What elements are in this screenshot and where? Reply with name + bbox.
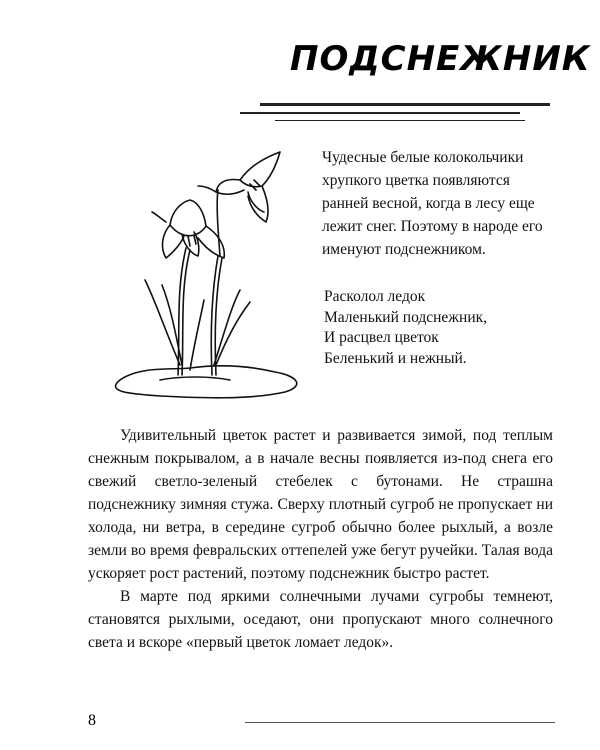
poem-line: Маленький подснежник, bbox=[324, 308, 488, 326]
title-rule-bottom bbox=[275, 120, 525, 121]
poem-line: Расколол ледок bbox=[324, 288, 426, 305]
page-number: 8 bbox=[88, 712, 96, 729]
body-paragraph: В марте под яркими солнечными лучами сугробы темнеют, становятся рыхлыми, оседают, они пропускают много солнечного света и вскоре «первый цветок ломает ледок». bbox=[88, 588, 553, 651]
title-rule-top bbox=[260, 103, 550, 106]
snowdrop-illustration bbox=[100, 130, 320, 405]
intro-paragraph: Чудесные белые колокольчики хрупкого цветка появляются ранней весной, когда в лесу еще лежит снег. Поэтому в народе его именуют подснежником. bbox=[322, 149, 543, 258]
poem-line: Беленький и нежный. bbox=[324, 349, 467, 367]
page-title: ПОДСНЕЖНИК bbox=[290, 39, 591, 79]
poem bbox=[324, 287, 554, 369]
footer-rule bbox=[245, 722, 555, 723]
title-rule-middle bbox=[240, 112, 520, 114]
poem-line: И расцвел цветок bbox=[324, 329, 439, 346]
body-paragraph: Удивительный цветок растет и развивается зимой, под теплым снежным покрывалом, а в начале весны появляется из-под снега его свежий светло-зеленый стебелек с бутонами. Не страшна подснежнику зимняя стужа. Сверху плотный сугроб не пропускает ни холода, ни ветра, в середине сугроб обычно более рыхлый, а возле земли во время февральских оттепелей уже бегут ручейки. Талая вода ускоряет рост растений, поэтому подснежник быстро растет. bbox=[88, 427, 553, 582]
main-text bbox=[88, 424, 553, 654]
